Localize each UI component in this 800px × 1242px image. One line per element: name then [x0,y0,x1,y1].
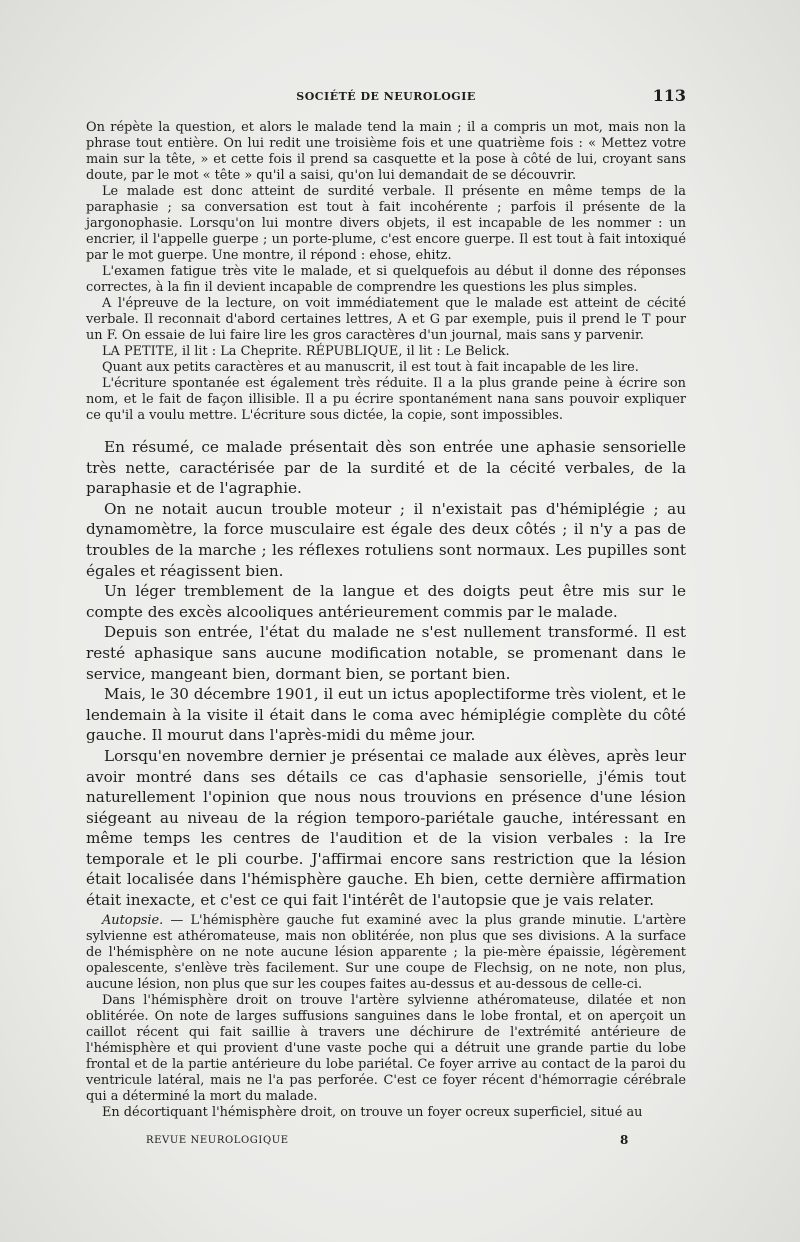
paragraph: En résumé, ce malade présentait dès son entrée une aphasie sensorielle très nette, caractérisée par de la surdité et de la cécité verbales, de la paraphasie et de l'agraphie. [86,438,686,498]
paragraph: Mais, le 30 décembre 1901, il eut un ictus apoplectiforme très violent, et le lendemain à la visite il était dans le coma avec hémiplégie complète du côté gauche. Il mourut dans l'après-midi du même jour. [86,685,686,745]
autopsy-lead-paragraph [86,913,686,993]
page-footer [146,1133,646,1151]
autopsy-section [86,913,686,1121]
paragraph: A l'épreuve de la lecture, on voit immédiatement que le malade est atteint de cécité verbale. Il reconnait d'abord certaines lettres, A et G par exemple, puis il prend le T pour un F. On essaie de lui faire lire les gros caractères d'un journal, mais sans y parvenir. [86,296,686,343]
paragraph: Dans l'hémisphère droit on trouve l'artère sylvienne athéromateuse, dilatée et non oblitérée. On note de larges suffusions sanguines dans le lobe frontal, et on aperçoit un caillot récent qui fait saillie à travers une déchirure de l'extrémité antérieure de l'hémisphère et qui provient d'une vaste poche qui a détruit une grande partie du lobe frontal et de la partie antérieure du lobe pariétal. Ce foyer arrive au contact de la paroi du ventricule latéral, mais ne l'a pas perforée. C'est ce foyer récent d'hémorragie cérébrale qui a déterminé la mort du malade. [86,993,686,1104]
page-number: 113 [652,86,686,105]
paragraph: Depuis son entrée, l'état du malade ne s'est nullement transformé. Il est resté aphasique sans aucune modification notable, se promenant dans le service, mangeant bien, dormant bien, se portant bien. [86,623,686,683]
autopsy-lead-text: L'hémisphère gauche fut examiné avec la plus grande minutie. L'artère sylvienne est athéromateuse, mais non oblitérée, non plus que ses divisions. A la surface de l'hémisphère on ne note aucune lésion apparente ; la pie-mère épaissie, légèrement opalescente, s'enlève très facilement. Sur une coupe de Flechsig, on ne note, non plus, aucune lésion, non plus que sur les coupes faites au-dessus et au-dessous de celle-ci. [86,913,686,992]
paragraph: LA PETITE, il lit : La Cheprite. RÉPUBLIQUE, il lit : Le Belick. [102,344,510,359]
paragraph: En décortiquant l'hémisphère droit, on trouve un foyer ocreux superficiel, situé au [102,1105,643,1120]
autopsy-heading: Autopsie. [102,913,164,928]
heading-dash: — [163,913,191,928]
paragraph: Le malade est donc atteint de surdité verbale. Il présente en même temps de la paraphasie ; sa conversation est tout à fait incohérente ; parfois il présente de la jargonophasie. Lorsqu'on lui montre divers objets, il est incapable de les nommer : un encrier, il l'appelle guerpe ; un porte-plume, c'est encore guerpe. Il est tout à fait intoxiqué par le mot guerpe. Une montre, il répond : ehose, ehitz. [86,184,686,263]
paragraph: L'examen fatigue très vite le malade, et si quelquefois au début il donne des réponses correctes, à la fin il devient incapable de comprendre les questions les plus simples. [86,264,686,295]
paragraph: L'écriture spontanée est également très réduite. Il a la plus grande peine à écrire son nom, et le fait de façon illisible. Il a pu écrire spontanément nana sans pouvoir expliquer ce qu'il a voulu mettre. L'écriture sous dictée, la copie, sont impossibles. [86,376,686,423]
signature-mark: 8 [620,1133,629,1147]
paragraph: Un léger tremblement de la langue et des doigts peut être mis sur le compte des excès alcooliques antérieurement commis par le malade. [86,582,686,621]
paragraph: Lorsqu'en novembre dernier je présentai ce malade aux élèves, après leur avoir montré dans ses détails ce cas d'aphasie sensorielle, j'émis tout naturellement l'opinion que nous nous trouvions en présence d'une lésion siégeant au niveau de la région temporo-pariétale gauche, intéressant en même temps les centres de l'audition et de la vision verbales : la Ire temporale et le pli courbe. J'affirmai encore sans restriction que la lésion était localisée dans l'hémisphère gauche. Eh bien, cette dernière affirmation était inexacte, et c'est ce qui fait l'intérêt de l'autopsie que je vais relater. [86,746,686,910]
running-title: SOCIÉTÉ DE NEUROLOGIE [296,90,476,103]
case-notes [86,120,686,424]
summary-section [86,437,686,911]
paragraph: On ne notait aucun trouble moteur ; il n'existait pas d'hémiplégie ; au dynamomètre, la force musculaire est égale des deux côtés ; il n'y a pas de troubles de la marche ; les réflexes rotuliens sont normaux. Les pupilles sont égales et réagissent bien. [86,499,686,580]
paragraph: On répète la question, et alors le malade tend la main ; il a compris un mot, mais non la phrase tout entière. On lui redit une troisième fois et une quatrième fois : « Mettez votre main sur la tête, » et cette fois il prend sa casquette et la pose à côté de lui, croyant sans doute, par le mot « tête » qu'il a saisi, qu'on lui demandait de se découvrir. [86,120,686,183]
journal-name: REVUE NEUROLOGIQUE [146,1135,289,1146]
paragraph: Quant aux petits caractères et au manuscrit, il est tout à fait incapable de les lire. [102,360,639,375]
page-header [86,87,686,109]
